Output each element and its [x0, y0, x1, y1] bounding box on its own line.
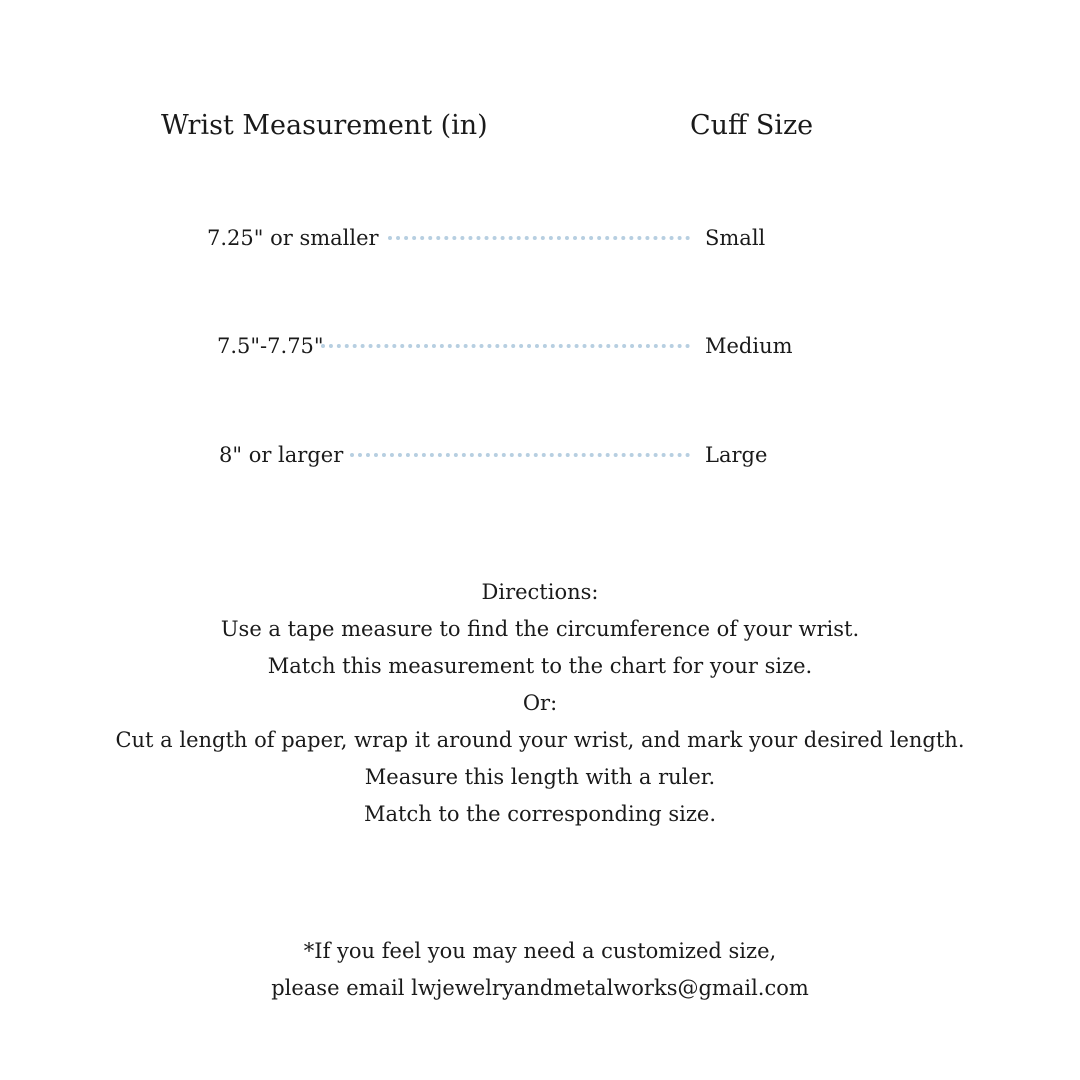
size-row-large	[0, 440, 1080, 470]
wrist-measurement-label: 8" or larger	[219, 443, 344, 467]
cuff-size-label: Large	[705, 443, 768, 467]
directions-line: Use a tape measure to find the circumference of your wrist.	[220, 617, 860, 641]
directions-line: Or:	[522, 691, 558, 715]
wrist-measurement-label: 7.5"-7.75"	[217, 334, 324, 358]
custom-size-note	[0, 933, 1080, 1007]
dotted-leader-line	[350, 453, 690, 457]
directions-line: Measure this length with a ruler.	[364, 765, 716, 789]
note-line: *If you feel you may need a customized size,	[303, 939, 777, 963]
directions-line: Match to the corresponding size.	[363, 802, 716, 826]
cuff-size-column-header: Cuff Size	[690, 110, 814, 141]
directions-title: Directions:	[481, 580, 599, 604]
size-row-small	[0, 223, 1080, 253]
note-email-line: please email lwjewelryandmetalworks@gmail.com	[271, 976, 809, 1000]
directions-block	[0, 574, 1080, 833]
wrist-measurement-label: 7.25" or smaller	[207, 226, 379, 250]
size-row-medium	[0, 331, 1080, 361]
measurement-column-header: Wrist Measurement (in)	[161, 110, 488, 141]
directions-line: Match this measurement to the chart for your size.	[267, 654, 813, 678]
cuff-size-label: Medium	[705, 334, 793, 358]
directions-line: Cut a length of paper, wrap it around your wrist, and mark your desired length.	[115, 728, 965, 752]
dotted-leader-line	[321, 344, 690, 348]
cuff-size-label: Small	[705, 226, 766, 250]
dotted-leader-line	[388, 236, 690, 240]
